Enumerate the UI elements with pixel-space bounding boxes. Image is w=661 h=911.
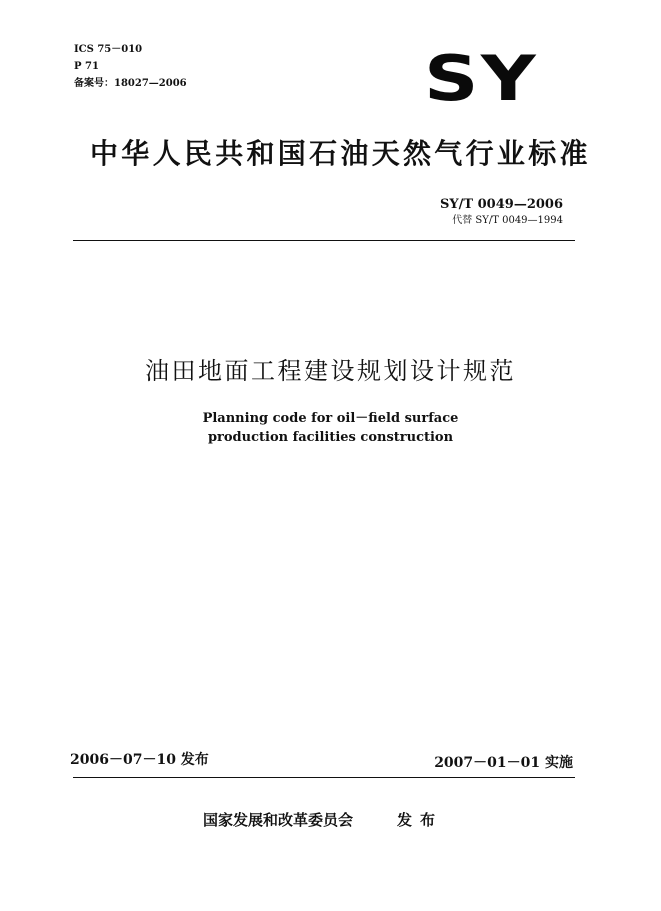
standard-number: SY/T 0049—2006 — [440, 197, 563, 212]
issuing-authority: 国家发展和改革委员会 — [203, 811, 354, 829]
standard-series-title: 中华人民共和国石油天然气行业标准 — [90, 137, 591, 170]
document-title-english-line-2: production facilities construction — [207, 430, 454, 445]
top-divider — [73, 240, 575, 241]
filing-number: 备案号：18027—2006 — [74, 78, 187, 89]
standard-code-block — [440, 197, 563, 228]
bottom-divider — [73, 777, 575, 778]
issue-label: 发布 — [397, 811, 444, 829]
effective-date: 2007－01－01 实施 — [434, 755, 573, 771]
issue-date: 2006－07－10 发布 — [70, 752, 209, 768]
ics-code: ICS 75－010 — [74, 44, 143, 55]
sy-logo: SY — [424, 42, 539, 115]
document-title-chinese: 油田地面工程建设规划设计规范 — [145, 357, 516, 385]
document-title-english-line-1: Planning code for oil－field surface — [202, 411, 459, 426]
classification-code: P 71 — [74, 61, 99, 72]
replaces-standard: 代替 SY/T 0049—1994 — [452, 215, 563, 226]
